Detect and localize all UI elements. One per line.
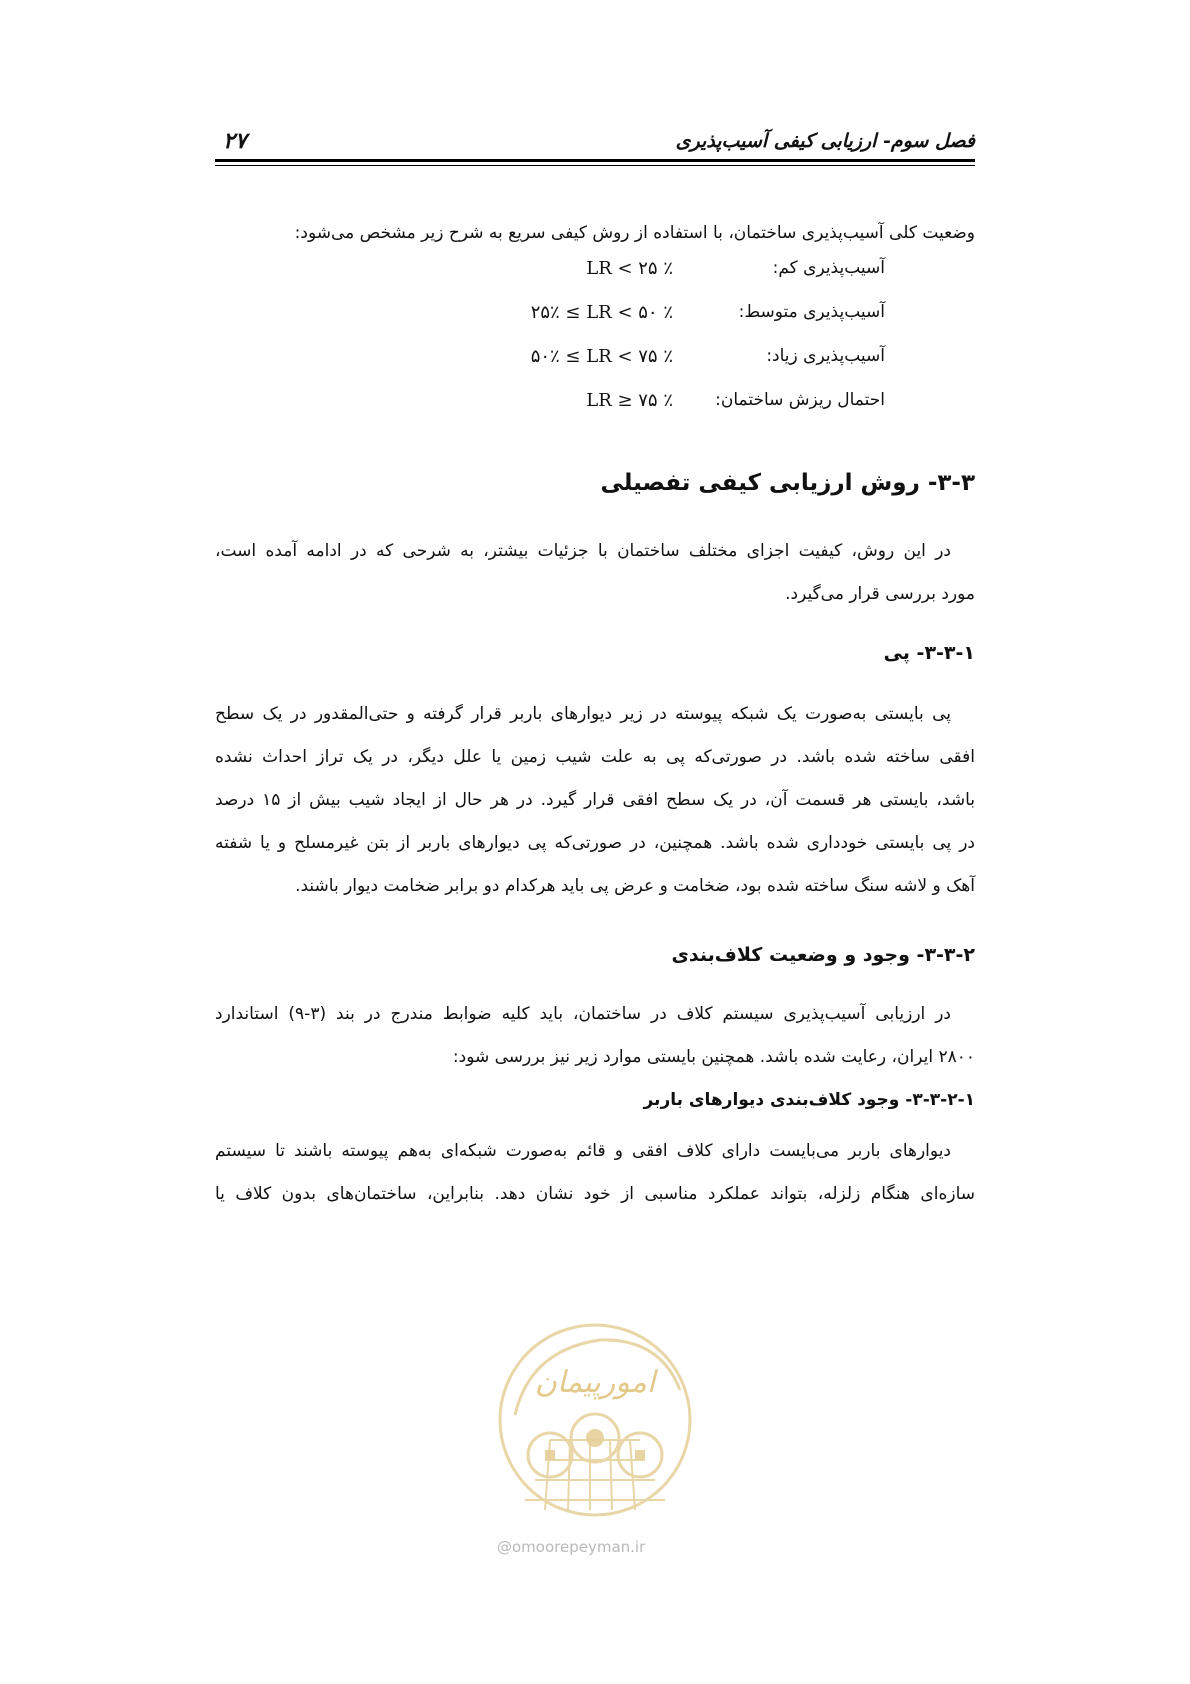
running-header [215,128,975,158]
section-3-3-paragraph [215,530,975,616]
section-heading-3-3: ۳-۳- روش ارزیابی کیفی تفصیلی [600,470,975,496]
section-3-3-2-1-paragraph [215,1130,975,1216]
section-heading-3-3-2: ۳-۳-۲- وجود و وضعیت کلاف‌بندی [671,944,975,966]
paragraph-line: پی بایستی به‌صورت یک شبکه پیوسته در زیر دیوارهای باربر قرار گرفته و حتی‌المقدور در یک سطح [215,704,951,724]
paragraph-line: در پی بایستی خودداری شده باشد. همچنین، در صورتی‌که پی دیوارهای باربر از بتن غیرمسلح و یا شفته [215,833,975,853]
watermark-logo-text: امورپیمان [534,1365,656,1400]
section-3-3-2-paragraph [215,993,975,1079]
section-heading-3-3-2-1: ۳-۳-۲-۱- وجود کلاف‌بندی دیوارهای باربر [643,1090,975,1110]
vulnerability-row [325,346,885,390]
level-label: آسیب‌پذیری متوسط: [738,302,885,322]
paragraph-line: دیوارهای باربر می‌بایست دارای کلاف افقی و قائم به‌صورت شبکه‌ای به‌هم پیوسته باشند تا سیستم [215,1141,951,1161]
vulnerability-levels [325,258,885,434]
level-formula: LR < ۲۵ ٪ [586,258,673,279]
level-label: آسیب‌پذیری زیاد: [766,346,885,366]
section-3-3-1-paragraph [215,693,975,908]
paragraph-line: باشد، بایستی هر قسمت آن، در یک سطح افقی قرار گیرد. در هر حال از ایجاد شیب بیش از ۱۵ درصد [215,790,975,810]
vulnerability-row [325,302,885,346]
level-label: احتمال ریزش ساختمان: [715,390,885,410]
paragraph-line: در ارزیابی آسیب‌پذیری سیستم کلاف در ساختمان، باید کلیه ضوابط مندرج در بند (۳-۹) استاندارد [215,1004,951,1024]
paragraph-line: ۲۸۰۰ ایران، رعایت شده باشد. همچنین بایستی موارد زیر نیز بررسی شود: [452,1047,975,1067]
level-formula: ۲۵٪ ≤ LR < ۵۰ ٪ [530,302,673,323]
paragraph-line: در این روش، کیفیت اجزای مختلف ساختمان با جزئیات بیشتر، به شرحی که در ادامه آمده است، [215,541,951,561]
watermark-url: @omoorepeyman.ir [497,1538,646,1556]
paragraph-line: مورد بررسی قرار می‌گیرد. [785,584,975,604]
watermark-logo-icon [490,1320,700,1520]
paragraph-line: سازه‌ای هنگام زلزله، بتواند عملکرد مناسبی از خود نشان دهد. بنابراین، ساختمان‌های بدون کلاف یا [215,1184,975,1204]
header-rule [215,159,975,166]
chapter-title: فصل سوم- ارزیابی کیفی آسیب‌پذیری [675,130,975,152]
intro-paragraph [215,212,975,255]
intro-text: وضعیت کلی آسیب‌پذیری ساختمان، با استفاده از روش کیفی سریع به شرح زیر مشخص می‌شود: [294,223,975,243]
paragraph-line: افقی ساخته شده باشد. در صورتی‌که پی به علت شیب زمین یا علل دیگر، در یک تراز احداث نشده [215,747,975,767]
page-number: ۲۷ [223,128,247,154]
vulnerability-row [325,390,885,434]
paragraph-line: آهک و لاشه سنگ ساخته شده بود، ضخامت و عرض پی باید هرکدام دو برابر ضخامت دیوار باشند. [295,876,975,896]
vulnerability-row [325,258,885,302]
level-formula: ۵۰٪ ≤ LR < ۷۵ ٪ [530,346,673,367]
section-heading-3-3-1: ۳-۳-۱- پی [883,642,975,664]
level-label: آسیب‌پذیری کم: [772,258,885,278]
level-formula: LR ≥ ۷۵ ٪ [586,390,673,411]
